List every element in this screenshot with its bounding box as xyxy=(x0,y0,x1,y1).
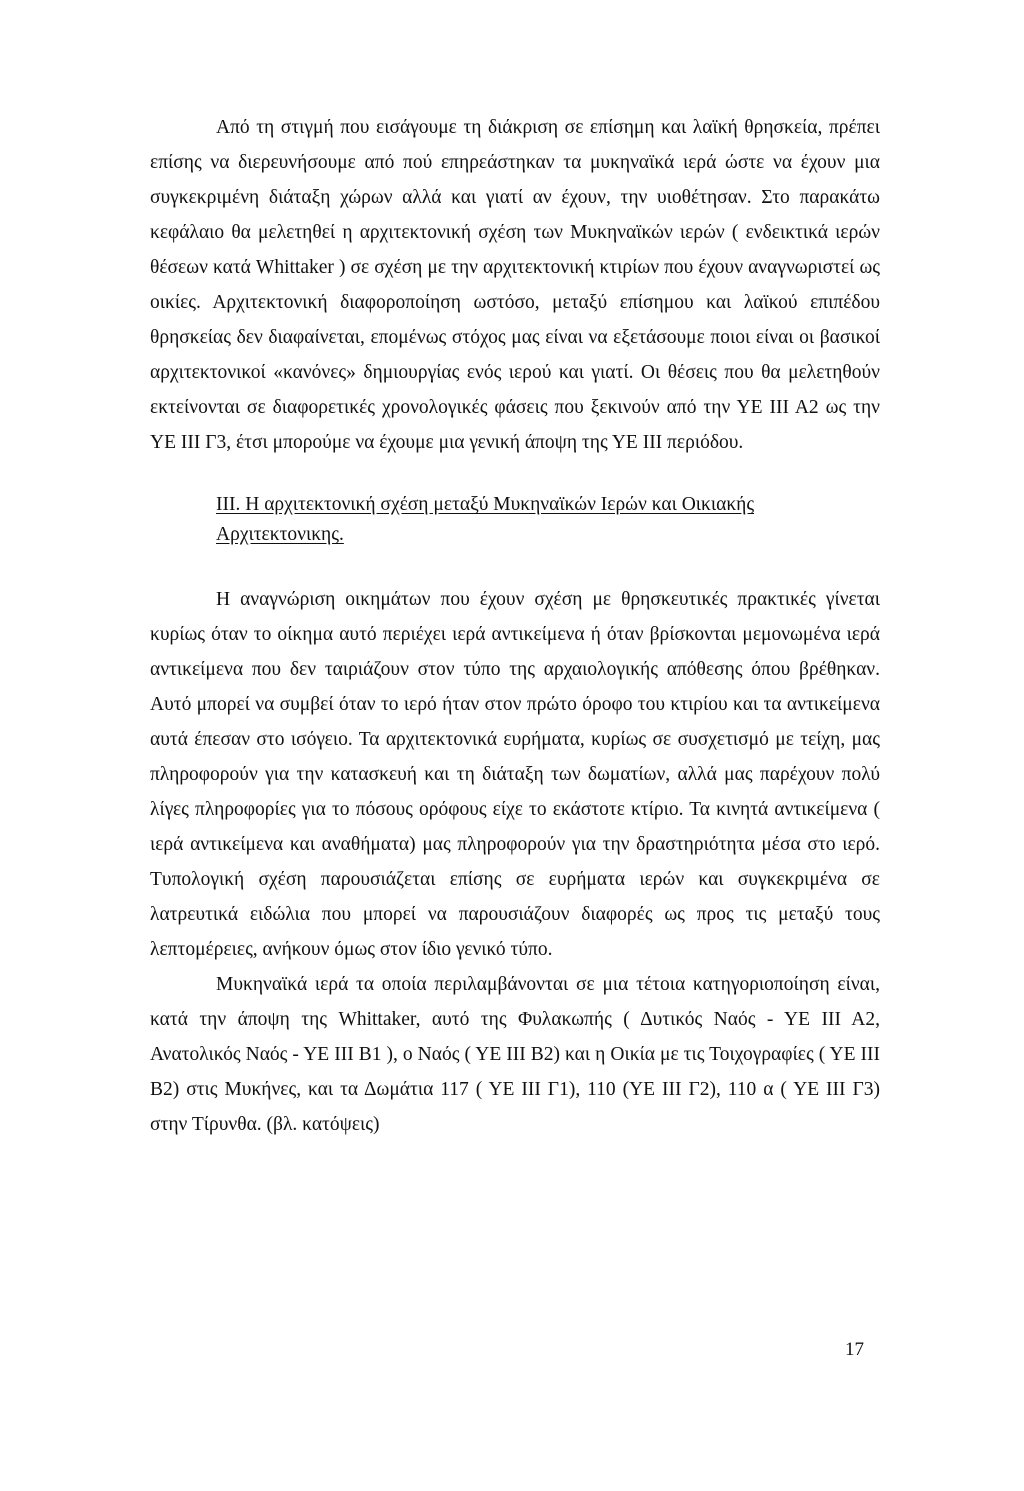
document-page xyxy=(150,110,880,1142)
paragraph-recognition: Η αναγνώριση οικημάτων που έχουν σχέση με θρησκευτικές πρακτικές γίνεται κυρίως όταν το οίκημα αυτό περιέχει ιερά αντικείμενα ή όταν βρίσκονται μεμονωμένα ιερά αντικείμενα που δεν ταιριάζουν στον τύπο της αρχαιολογικής απόθεσης όπου βρέθηκαν. Αυτό μπορεί να συμβεί όταν το ιερό ήταν στον πρώτο όροφο του κτιρίου και τα αντικείμενα αυτά έπεσαν στο ισόγειο. Τα αρχιτεκτονικά ευρήματα, κυρίως σε συσχετισμό με τείχη, μας πληροφορούν για την κατασκευή και τη διάταξη των δωματίων, αλλά μας παρέχουν πολύ λίγες πληροφορίες για το πόσους ορόφους είχε το εκάστοτε κτίριο. Τα κινητά αντικείμενα ( ιερά αντικείμενα και αναθήματα) μας πληροφορούν για την δραστηριότητα μέσα στο ιερό. Τυπολογική σχέση παρουσιάζεται επίσης σε ευρήματα ιερών και συγκεκριμένα σε λατρευτικά ειδώλια που μπορεί να παρουσιάζουν διαφορές ως προς τις μεταξύ τους λεπτομέρειες, ανήκουν όμως στον ίδιο γενικό τύπο. xyxy=(150,589,880,960)
section-heading: ΙΙΙ. Η αρχιτεκτονική σχέση μεταξύ Μυκηναϊκών Ιερών και Οικιακής Αρχιτεκτονικης. xyxy=(216,494,755,545)
paragraph-intro: Από τη στιγμή που εισάγουμε τη διάκριση σε επίσημη και λαϊκή θρησκεία, πρέπει επίσης να διερευνήσουμε από πού επηρεάστηκαν τα μυκηναϊκά ιερά ώστε να έχουν μια συγκεκριμένη διάταξη χώρων αλλά και γιατί αν έχουν, την υιοθέτησαν. Στο παρακάτω κεφάλαιο θα μελετηθεί η αρχιτεκτονική σχέση των Μυκηναϊκών ιερών ( ενδεικτικά ιερών θέσεων κατά Whittaker ) σε σχέση με την αρχιτεκτονική κτιρίων που έχουν αναγνωριστεί ως οικίες. Αρχιτεκτονική διαφοροποίηση ωστόσο, μεταξύ επίσημου και λαϊκού επιπέδου θρησκείας δεν διαφαίνεται, επομένως στόχος μας είναι να εξετάσουμε ποιοι είναι οι βασικοί αρχιτεκτονικοί «κανόνες» δημιουργίας ενός ιερού και γιατί. Οι θέσεις που θα μελετηθούν εκτείνονται σε διαφορετικές χρονολογικές φάσεις που ξεκινούν από την ΥΕ ΙΙΙ Α2 ως την ΥΕ ΙΙΙ Γ3, έτσι μπορούμε να έχουμε μια γενική άποψη της ΥΕ ΙΙΙ περιόδου. xyxy=(150,117,880,453)
paragraph-sanctuaries: Μυκηναϊκά ιερά τα οποία περιλαμβάνονται σε μια τέτοια κατηγοριοποίηση είναι, κατά την άποψη της Whittaker, αυτό της Φυλακωπής ( Δυτικός Ναός - ΥΕ ΙΙΙ Α2, Ανατολικός Ναός - ΥΕ ΙΙΙ Β1 ), ο Ναός ( ΥΕ ΙΙΙ Β2) και η Οικία με τις Τοιχογραφίες ( ΥΕ ΙΙΙ Β2) στις Μυκήνες, και τα Δωμάτια 117 ( ΥΕ ΙΙΙ Γ1), 110 (ΥΕ ΙΙΙ Γ2), 110 α ( ΥΕ ΙΙΙ Γ3) στην Τίρυνθα. (βλ. κατόψεις) xyxy=(150,974,880,1135)
page-number: 17 xyxy=(845,1339,864,1360)
